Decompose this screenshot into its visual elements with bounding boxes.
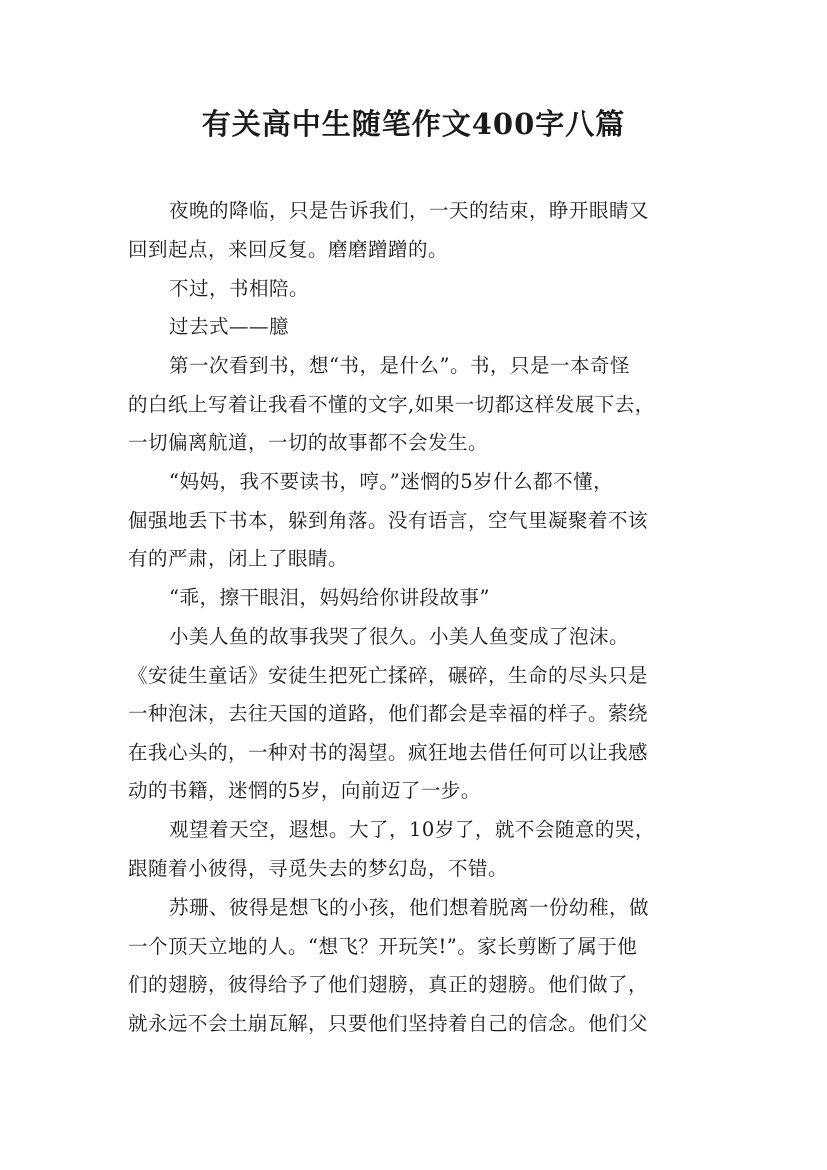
text-line: 就永远不会土崩瓦解，只要他们坚持着自己的信念。他们父	[128, 1011, 649, 1035]
text-line: 回到起点，来回反复。磨磨蹭蹭的。	[128, 237, 449, 261]
paragraph	[128, 274, 708, 313]
text-line: 一个顶天立地的人。“想飞？开玩笑!”。家长剪断了属于他	[128, 934, 638, 958]
text-line: 们的翅膀，彼得给予了他们翅膀，真正的翅膀。他们做了，	[128, 973, 649, 997]
text-line: “妈妈，我不要读书，哼。”迷惘的5岁什么都不懂，	[169, 470, 614, 493]
text-line: 在我心头的，一种对书的渴望。疯狂地去借任何可以让我感	[128, 740, 649, 764]
text-line: 不过，书相陪。	[169, 277, 310, 300]
text-line: 动的书籍，迷惘的5岁，向前迈了一步。	[128, 779, 481, 803]
paragraph	[128, 467, 708, 583]
paragraph	[128, 351, 708, 467]
paragraph	[128, 583, 708, 622]
document-title: 有关高中生随笔作文400字八篇	[201, 107, 626, 141]
paragraph	[128, 815, 708, 892]
text-line: 小美人鱼的故事我哭了很久。小美人鱼变成了泡沫。	[169, 625, 630, 648]
paragraph	[128, 312, 708, 351]
paragraph	[128, 196, 708, 273]
text-line: 的白纸上写着让我看不懂的文字,如果一切都这样发展下去，	[128, 392, 655, 416]
text-line: 观望着天空，遐想。大了，10岁了，就不会随意的哭，	[169, 818, 655, 841]
paragraph	[128, 622, 708, 815]
text-line: 《安徒生童话》安徒生把死亡揉碎，碾碎，生命的尽头只是	[128, 663, 649, 687]
text-line: 有的严肃，闭上了眼睛。	[128, 547, 349, 571]
paragraph	[128, 893, 708, 1047]
text-line: 跟随着小彼得，寻觅失去的梦幻岛，不错。	[128, 856, 509, 880]
text-line: 倔强地丢下书本，躲到角落。没有语言，空气里凝聚着不该	[128, 508, 649, 532]
text-line: “乖，擦干眼泪，妈妈给你讲段故事”	[169, 586, 490, 609]
text-line: 苏珊、彼得是想飞的小孩，他们想着脱离一份幼稚，做	[169, 896, 650, 919]
text-line: 第一次看到书，想“书，是什么”。书，只是一本奇怪	[169, 354, 630, 377]
text-line: 过去式——臆	[169, 315, 290, 338]
text-line: 一切偏离航道，一切的故事都不会发生。	[128, 431, 489, 455]
text-line: 夜晚的降临，只是告诉我们，一天的结束，睁开眼睛又	[169, 199, 650, 222]
text-line: 一种泡沫，去往天国的道路，他们都会是幸福的样子。萦绕	[128, 702, 649, 726]
